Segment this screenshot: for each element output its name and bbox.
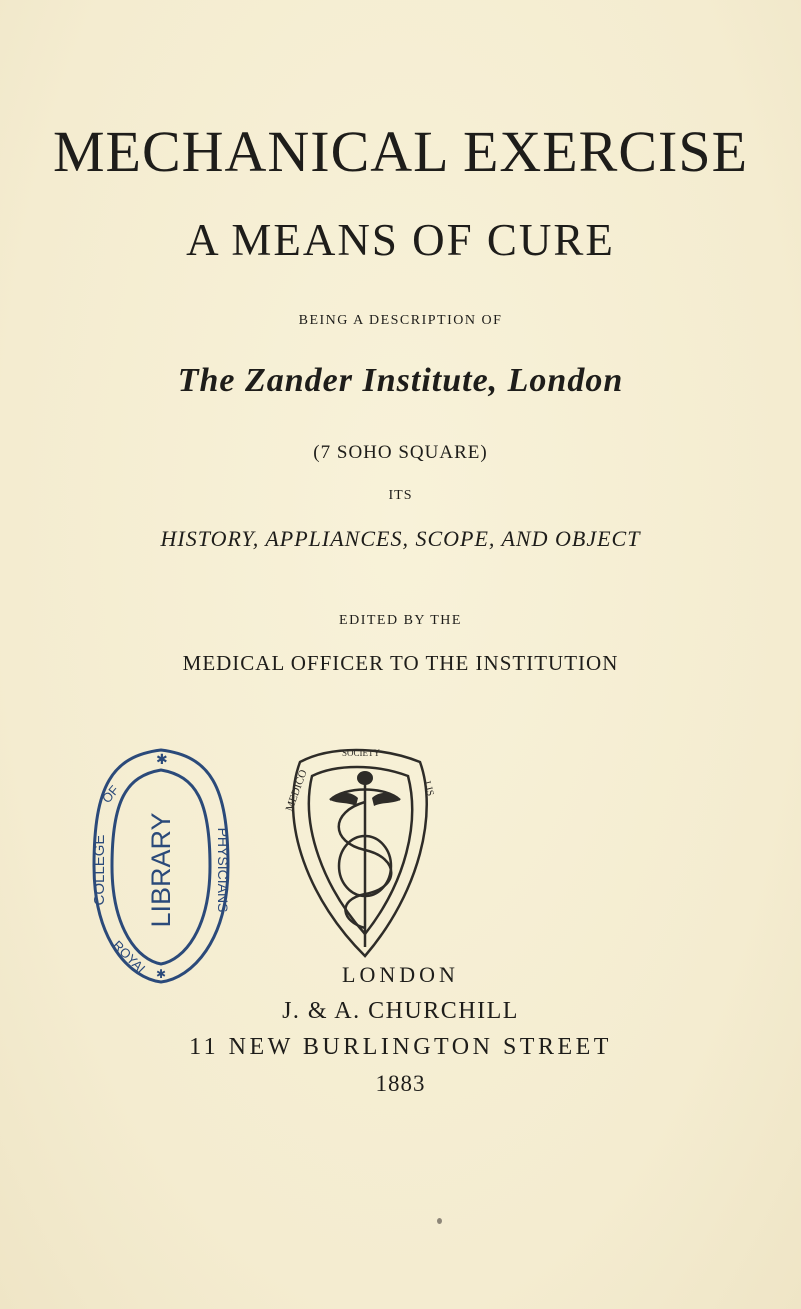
stamp-text-royal: ROYAL [109, 937, 151, 979]
stamp-text-library: LIBRARY [146, 812, 176, 928]
imprint-street: 11 NEW BURLINGTON STREET [189, 1034, 612, 1060]
crest-text-top: SOCIETY [342, 748, 380, 758]
society-crest-icon [270, 742, 440, 962]
stamp-text-college: COLLEGE [91, 834, 108, 906]
description-intro: BEING A DESCRIPTION OF [298, 313, 503, 328]
library-stamp-icon [90, 746, 232, 986]
institute-address: (7 SOHO SQUARE) [313, 442, 488, 463]
svg-text:✱: ✱ [156, 967, 167, 981]
imprint-year: 1883 [375, 1071, 426, 1096]
edited-by-line: EDITED BY THE [339, 613, 462, 628]
subtitle: A MEANS OF CURE [186, 215, 615, 265]
stamp-text-physicians: PHYSICIANS [215, 827, 231, 913]
medical-officer-line: MEDICAL OFFICER TO THE INSTITUTION [182, 651, 619, 675]
crest-text-left: MEDICO [283, 768, 310, 814]
main-title: MECHANICAL EXERCISE [52, 119, 749, 184]
topics-line: HISTORY, APPLIANCES, SCOPE, AND OBJECT [160, 526, 641, 551]
institute-name: The Zander Institute, London [177, 362, 624, 399]
imprint-place: LONDON [342, 962, 459, 987]
svg-text:✱: ✱ [156, 752, 168, 768]
paper-speck [437, 1218, 442, 1224]
imprint-publisher: J. & A. CHURCHILL [282, 998, 519, 1024]
its-label: ITS [388, 488, 413, 503]
crest-text-right: LIS [421, 779, 436, 798]
stamp-text-of: OF [98, 782, 122, 806]
